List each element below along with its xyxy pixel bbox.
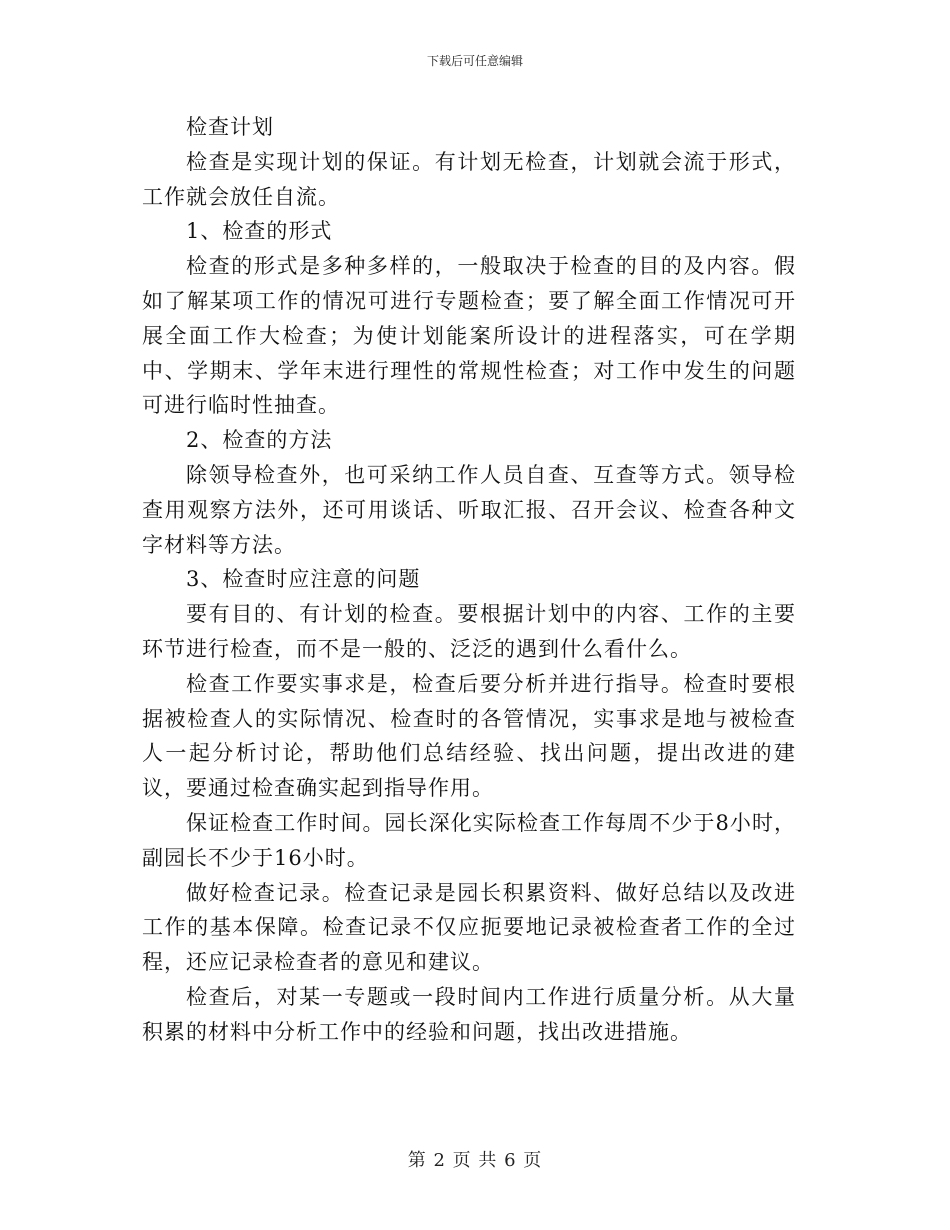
paragraph: 检查是实现计划的保证。有计划无检查，计划就会流于形式，工作就会放任自流。 [142,149,796,209]
page-header-note: 下载后可任意编辑 [426,54,523,68]
subsection-heading: 3、检查时应注意的问题 [186,567,421,592]
document-body [142,110,796,1050]
section-title: 检查计划 [186,115,274,139]
subsection-heading: 1、检查的形式 [186,219,333,244]
page-number: 第 2 页 共 6 页 [407,1150,543,1171]
paragraph: 检查后，对某一专题或一段时间内工作进行质量分析。从大量积累的材料中分析工作中的经验和问题，找出改进措施。 [142,984,796,1044]
paragraph: 要有目的、有计划的检查。要根据计划中的内容、工作的主要环节进行检查，而不是一般的、泛泛的遇到什么看什么。 [142,602,796,661]
paragraph: 检查工作要实事求是，检查后要分析并进行指导。检查时要根据被检查人的实际情况、检查时的各管情况，实事求是地与被检查人一起分析讨论，帮助他们总结经验、找出问题，提出改进的建议，要通过检查确实起到指导作用。 [142,671,796,801]
paragraph: 做好检查记录。检查记录是园长积累资料、做好总结以及改进工作的基本保障。检查记录不仅应扼要地记录被检查者工作的全过程，还应记录检查者的意见和建议。 [142,880,796,975]
paragraph: 检查的形式是多种多样的，一般取决于检查的目的及内容。假如了解某项工作的情况可进行专题检查；要了解全面工作情况可开展全面工作大检查；为使计划能案所设计的进程落实，可在学期中、学期末、学年末进行理性的常规性检查；对工作中发生的问题可进行临时性抽查。 [142,254,796,418]
paragraph: 保证检查工作时间。园长深化实际检查工作每周不少于8小时，副园长不少于16小时。 [142,810,796,870]
paragraph: 除领导检查外，也可采纳工作人员自查、互查等方式。领导检查用观察方法外，还可用谈话、听取汇报、召开会议、检查各种文字材料等方法。 [142,462,796,557]
subsection-heading: 2、检查的方法 [186,428,333,453]
